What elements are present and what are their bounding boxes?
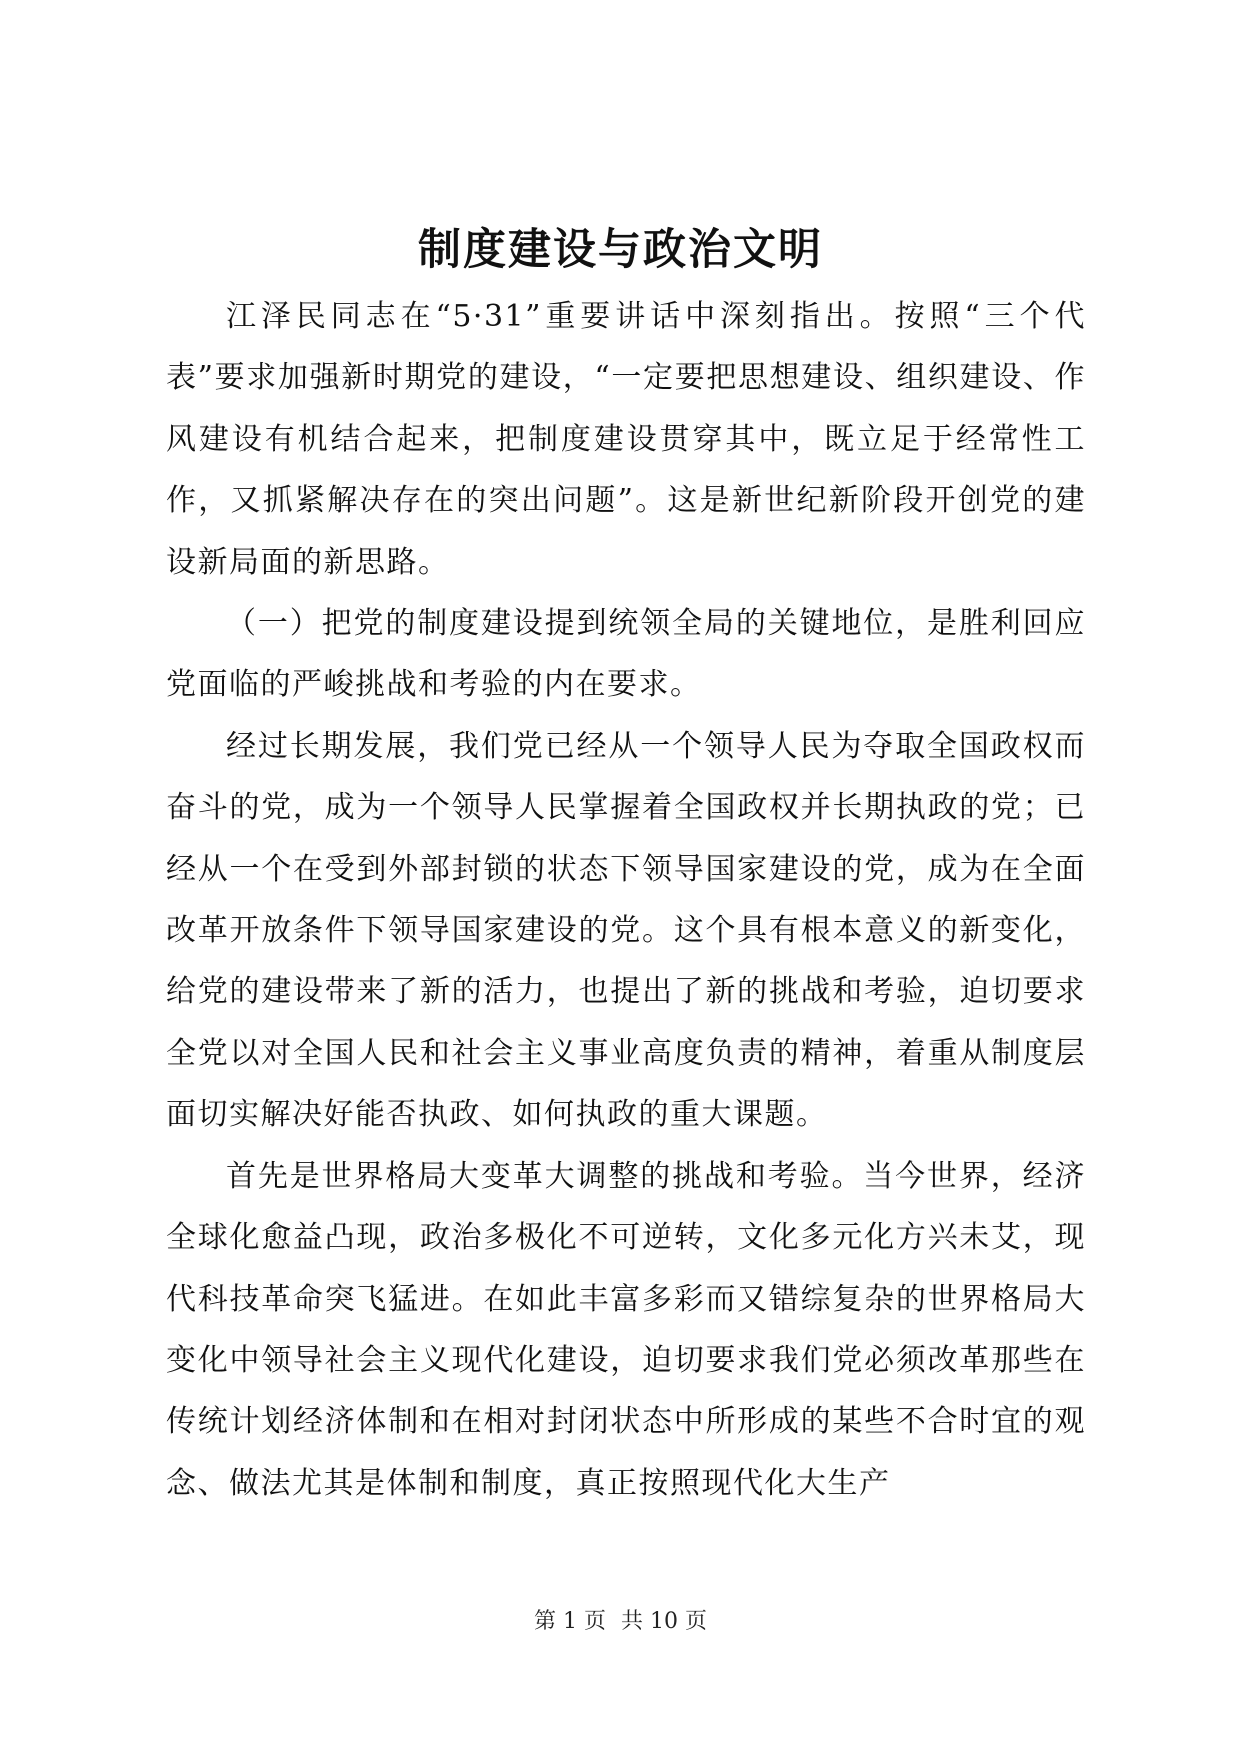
paragraph-world-challenge: 首先是世界格局大变革大调整的挑战和考验。当今世界，经济全球化愈益凸现，政治多极化不可逆转，文化多元化方兴未艾，现代科技革命突飞猛进。在如此丰富多彩而又错综复杂的世界格局大变化中领导社会主义现代化建设，迫切要求我们党必须改革那些在传统计划经济体制和在相对封闭状态中所形成的某些不合时宜的观念、做法尤其是体制和制度，真正按照现代化大生产 — [166, 1158, 1086, 1501]
paragraph-party-change: 经过长期发展，我们党已经从一个领导人民为夺取全国政权而奋斗的党，成为一个领导人民掌握着全国政权并长期执政的党；已经从一个在受到外部封锁的状态下领导国家建设的党，成为在全面改革开放条件下领导国家建设的党。这个具有根本意义的新变化，给党的建设带来了新的活力，也提出了新的挑战和考验，迫切要求全党以对全国人民和社会主义事业高度负责的精神，着重从制度层面切实解决好能否执政、如何执政的重大课题。 — [166, 728, 1086, 1133]
document-body — [166, 286, 1086, 1514]
page-number: 第 1 页 — [534, 1609, 606, 1634]
page-footer — [0, 1608, 1241, 1636]
paragraph-section-heading: （一）把党的制度建设提到统领全局的关键地位，是胜利回应党面临的严峻挑战和考验的内在要求。 — [166, 606, 1086, 703]
document-title: 制度建设与政治文明 — [418, 225, 823, 275]
page-total: 共 10 页 — [621, 1609, 707, 1634]
paragraph-intro: 江泽民同志在“5·31”重要讲话中深刻指出。按照“三个代表”要求加强新时期党的建设，“一定要把思想建设、组织建设、作风建设有机结合起来，把制度建设贯穿其中，既立足于经常性工作，又抓紧解决存在的突出问题”。这是新世纪新阶段开创党的建设新局面的新思路。 — [166, 299, 1086, 580]
